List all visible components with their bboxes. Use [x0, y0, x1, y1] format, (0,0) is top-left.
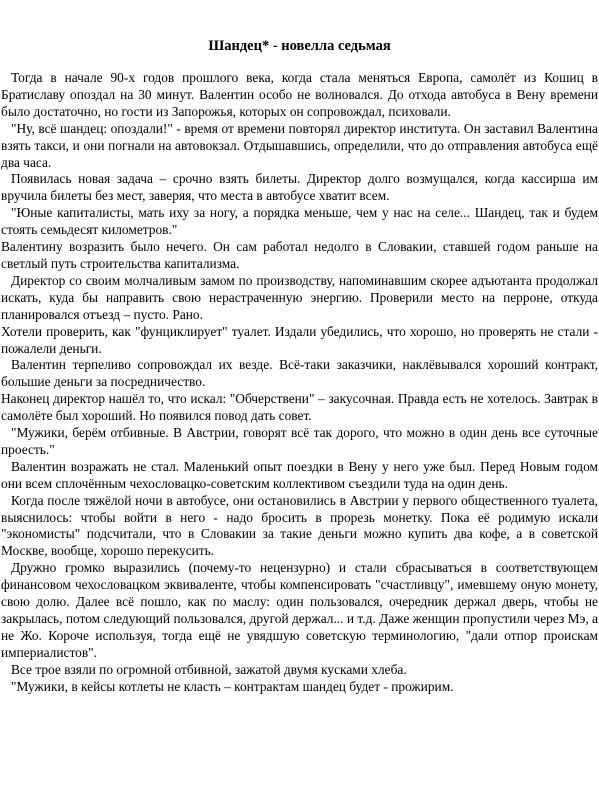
paragraph: Валентин терпеливо сопровождал их везде. Всё-таки заказчики, наклёвывался хороший контракт, большие деньги за посредничество.	[1, 357, 598, 390]
paragraph: Когда после тяжёлой ночи в автобусе, они остановились в Австрии у первого общественного туалета, выяснилось: чтобы войти в него - надо бросить в прорезь монетку. Пока её родимую искали "экономисты" подсчитали, что в Словакии за такие деньги можно купить два кофе, а в советской Москве, вообще, хорошо перекусить.	[1, 492, 598, 559]
paragraph: Тогда в начале 90-х годов прошлого века, когда стала меняться Европа, самолёт из Кошиц в Братиславу опоздал на 30 минут. Валентин особо не волновался. До отхода автобуса в Вену времени было достаточно, но гости из Запорожья, которых он сопровождал, психовали.	[1, 70, 598, 119]
paragraph: "Мужики, берём отбивные. В Австрии, говорят всё так дорого, что можно в один день все суточные проесть."	[1, 425, 598, 457]
paragraph: "Мужики, в кейсы котлеты не класть – контрактам шандец будет - прожирим.	[11, 678, 454, 694]
page-title: Шандец* - новелла седьмая	[208, 38, 391, 54]
paragraph: "Ну, всё шандец: опоздали!" - время от времени повторял директор института. Он заставил Валентина взять такси, и они погнали на автовокзал. Отдышавшись, определили, что до отправления автобуса ещё два часа.	[1, 120, 598, 170]
paragraph: Наконец директор нашёл то, что искал: "Обчерствени" – закусочная. Правда есть не хотелось. Завтрак в самолёте был хороший. Но появился повод дать совет.	[1, 391, 598, 424]
document-body	[1, 70, 598, 696]
paragraph: Валентину возразить было нечего. Он сам работал недолго в Словакии, ставшей годом раньше на светлый путь строительства капитализма.	[1, 239, 598, 271]
paragraph: Директор со своим молчаливым замом по производству, напоминавшим скорее адъютанта продолжал искать, куда бы направить свою нерастраченную энергию. Проверили место на перроне, откуда планировался отъезд – пусто. Рано.	[1, 272, 598, 322]
paragraph: Хотели проверить, как "фунциклирует" туалет. Издали убедились, что хорошо, но проверять не стали - пожалели деньги.	[1, 323, 598, 356]
paragraph: Появилась новая задача – срочно взять билеты. Директор долго возмущался, когда кассирша им вручила билеты без мест, заверяя, что места в автобусе хватит всем.	[1, 171, 598, 204]
paragraph: Дружно громко выразились (почему-то нецензурно) и стали сбрасываться в соответствующем финансовом чехословацком эквиваленте, чтобы компенсировать "счастливцу", имевшему оную монету, свою долю. Далее всё пошло, как по маслу: один пользовался, очередник держал дверь, чтобы не закрылась, потом следующий пользовался, другой держал... и т.д. Даже женщин пропустили через Мэ, а не Жо. Короче используя, тогда ещё не увядшую советскую терминологию, "дали отпор проискам империалистов".	[1, 560, 598, 660]
paragraph: "Юные капиталисты, мать иху за ногу, а порядка меньше, чем у нас на селе... Шандец, так и будем стоять семьдесят километров."	[1, 205, 598, 238]
paragraph: Валентин возражать не стал. Маленький опыт поездки в Вену у него уже был. Перед Новым годом они всем сплочённым чехословацко-советским коллективом съездили туда на один день.	[1, 458, 598, 491]
paragraph: Все трое взяли по огромной отбивной, зажатой двумя кусками хлеба.	[11, 661, 407, 677]
